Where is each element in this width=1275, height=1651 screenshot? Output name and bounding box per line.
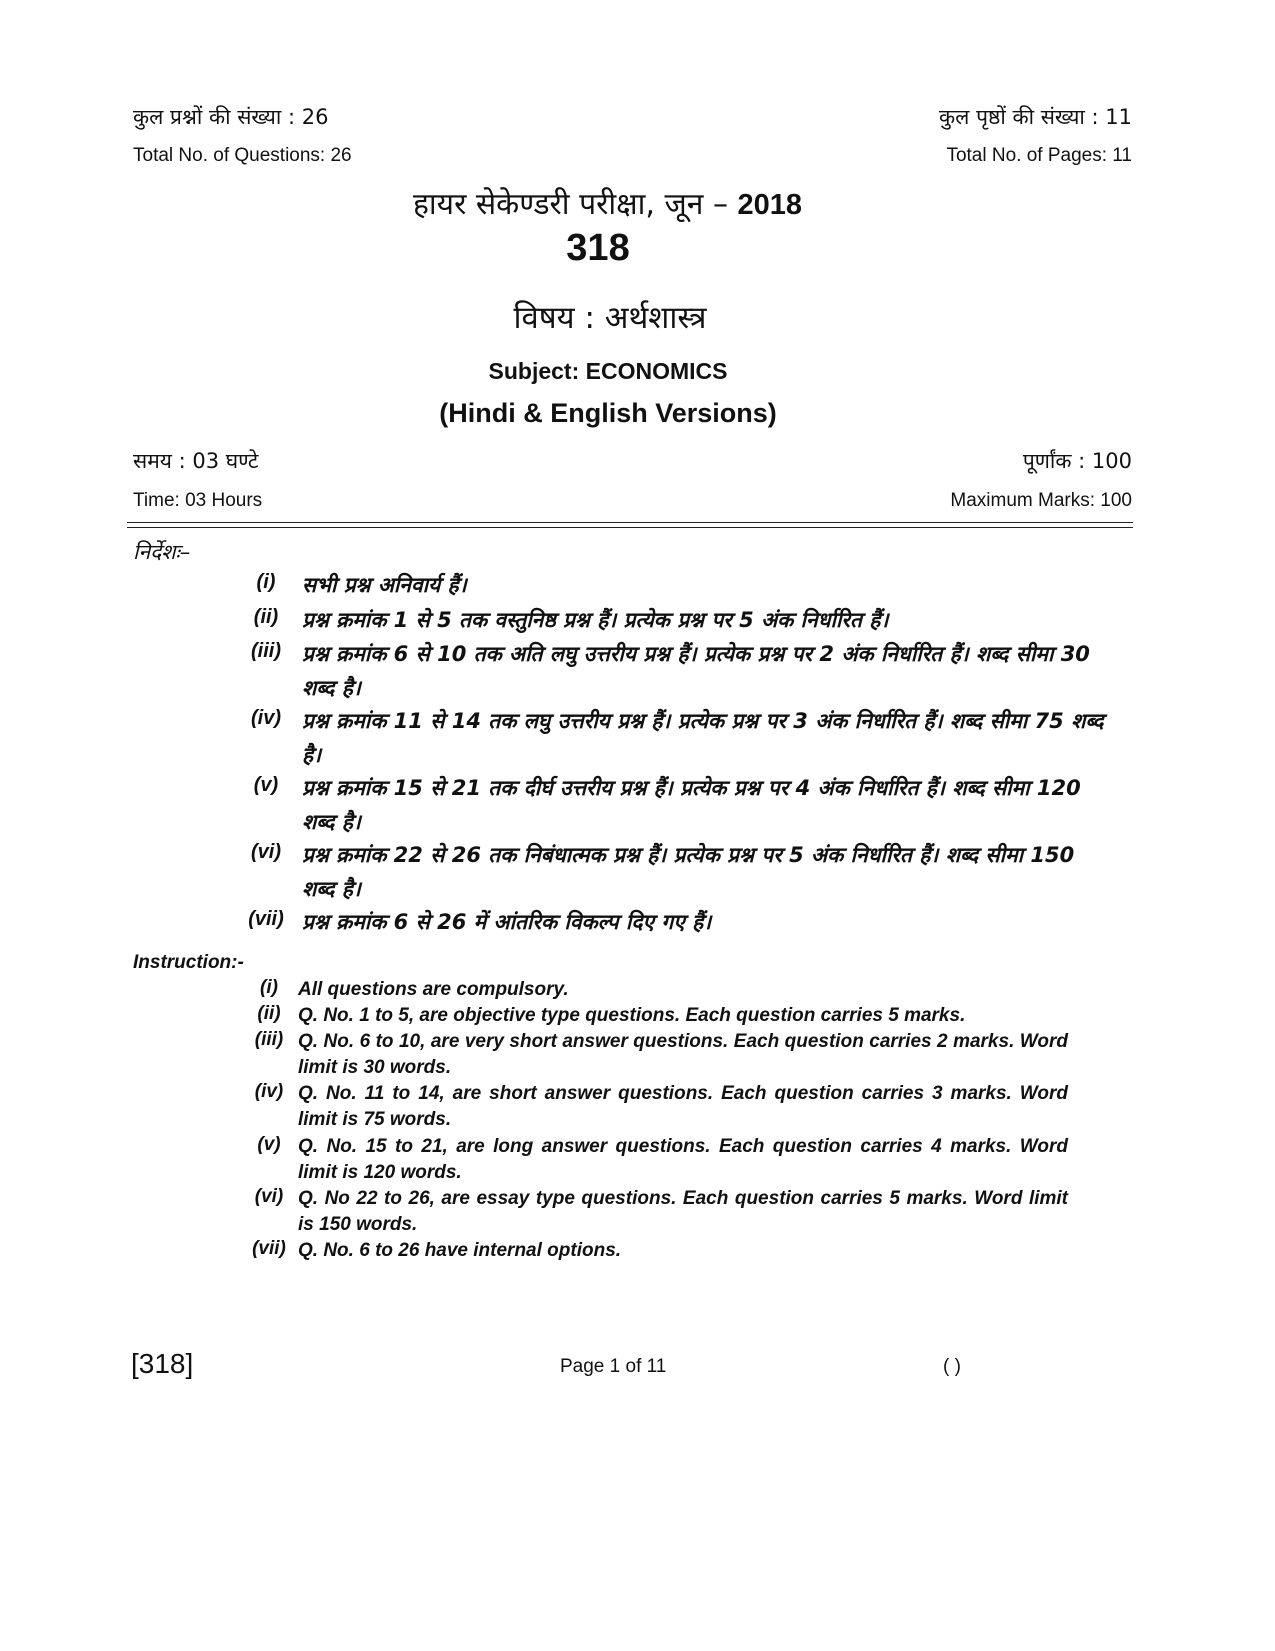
instructions-hindi-heading: निर्देशः– <box>133 540 191 564</box>
exam-year: 2018 <box>737 189 803 221</box>
item-text: प्रश्न क्रमांक 22 से 26 तक निबंधात्मक प्रश्न हैं। प्रत्येक प्रश्न पर 5 अंक निर्धारित हैं। शब्द सीमा 150 शब्द है। <box>302 843 1075 901</box>
total-pages-english: Total No. of Pages: 11 <box>946 145 1132 166</box>
instruction-english-item <box>240 1238 1140 1264</box>
item-number: (i) <box>256 571 276 593</box>
total-questions-hindi: कुल प्रश्नों की संख्या : 26 <box>133 105 329 129</box>
subject-english: Subject: ECONOMICS <box>488 358 728 384</box>
item-number: (vii) <box>252 1238 286 1259</box>
item-text: प्रश्न क्रमांक 11 से 14 तक लघु उत्तरीय प्रश्न हैं। प्रत्येक प्रश्न पर 3 अंक निर्धारित हैं। शब्द सीमा 75 शब्द है। <box>302 709 1104 767</box>
time-hindi: समय : 03 घण्टे <box>133 449 259 473</box>
item-number: (iii) <box>251 640 281 662</box>
instructions-english-heading: Instruction:- <box>133 952 244 973</box>
item-number: (v) <box>253 774 279 796</box>
footer-parentheses: ( ) <box>943 1356 961 1377</box>
instruction-hindi-item <box>230 603 1130 637</box>
item-text: प्रश्न क्रमांक 15 से 21 तक दीर्घ उत्तरीय प्रश्न हैं। प्रत्येक प्रश्न पर 4 अंक निर्धारित हैं। शब्द सीमा 120 शब्द है। <box>302 776 1081 834</box>
instruction-hindi-item <box>230 704 1130 772</box>
item-number: (ii) <box>257 1003 281 1024</box>
instruction-hindi-item <box>230 838 1130 906</box>
item-text: प्रश्न क्रमांक 6 से 26 में आंतरिक विकल्प दिए गए हैं। <box>302 910 712 934</box>
instruction-english-item <box>240 1186 1140 1238</box>
instruction-hindi-item <box>230 771 1130 839</box>
item-text: Q. No 22 to 26, are essay type questions. Each question carries 5 marks. Word limit is 150 words. <box>298 1188 1068 1235</box>
exam-title-hindi: हायर सेकेण्डरी परीक्षा, जून – <box>412 187 728 222</box>
item-number: (iv) <box>254 1081 284 1102</box>
item-text: Q. No. 15 to 21, are long answer questions. Each question carries 4 marks. Word limit is 120 words. <box>298 1136 1068 1183</box>
marks-hindi: पूर्णांक : 100 <box>1022 449 1132 473</box>
instruction-english-item <box>240 1081 1140 1133</box>
instruction-hindi-item <box>230 568 1130 602</box>
instruction-english-item <box>240 1029 1140 1081</box>
marks-english: Maximum Marks: 100 <box>950 490 1132 511</box>
exam-title <box>0 182 1215 223</box>
item-number: (iii) <box>254 1029 284 1050</box>
item-number: (ii) <box>253 606 279 628</box>
item-text: Q. No. 11 to 14, are short answer questions. Each question carries 3 marks. Word limit is 75 words. <box>298 1083 1068 1130</box>
divider-top <box>127 522 1133 523</box>
instruction-hindi-item <box>230 905 1130 939</box>
versions-label: (Hindi & English Versions) <box>439 398 777 428</box>
item-number: (vi) <box>251 841 281 863</box>
item-text: प्रश्न क्रमांक 6 से 10 तक अति लघु उत्तरीय प्रश्न हैं। प्रत्येक प्रश्न पर 2 अंक निर्धारित हैं। शब्द सीमा 30 शब्द है। <box>302 642 1090 700</box>
item-text: सभी प्रश्न अनिवार्य हैं। <box>302 573 467 597</box>
footer-page-number: Page 1 of 11 <box>560 1356 667 1377</box>
item-number: (i) <box>260 977 278 998</box>
item-text: All questions are compulsory. <box>298 979 569 1000</box>
footer-paper-code: [318] <box>131 1348 194 1379</box>
divider-bottom <box>127 527 1133 528</box>
item-text: Q. No. 6 to 10, are very short answer questions. Each question carries 2 marks. Word limit is 30 words. <box>298 1031 1068 1078</box>
item-text: Q. No. 6 to 26 have internal options. <box>298 1240 622 1261</box>
instruction-english-item <box>240 977 1140 1003</box>
item-number: (v) <box>257 1134 281 1155</box>
time-english: Time: 03 Hours <box>133 490 263 511</box>
instruction-english-item <box>240 1003 1140 1029</box>
item-number: (vii) <box>248 908 284 930</box>
instruction-hindi-item <box>230 637 1130 705</box>
instruction-english-item <box>240 1134 1140 1186</box>
subject-hindi: विषय : अर्थशास्त्र <box>513 300 707 336</box>
item-text: Q. No. 1 to 5, are objective type questions. Each question carries 5 marks. <box>298 1005 966 1026</box>
total-pages-hindi: कुल पृष्ठों की संख्या : 11 <box>939 105 1132 129</box>
item-number: (iv) <box>251 707 281 729</box>
total-questions-english: Total No. of Questions: 26 <box>133 145 352 166</box>
item-text: प्रश्न क्रमांक 1 से 5 तक वस्तुनिष्ठ प्रश्न हैं। प्रत्येक प्रश्न पर 5 अंक निर्धारित हैं। <box>302 608 889 632</box>
paper-code: 318 <box>566 227 630 269</box>
item-number: (vi) <box>254 1186 284 1207</box>
